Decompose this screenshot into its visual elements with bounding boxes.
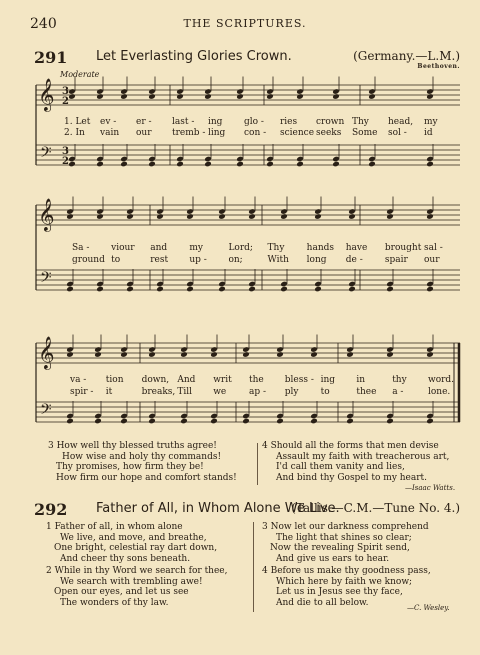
note-head	[218, 286, 226, 293]
note-head	[266, 93, 274, 100]
note-head	[94, 351, 102, 358]
lyric-syllable: ing	[208, 117, 223, 127]
lyric-line	[0, 375, 480, 387]
note-head	[348, 286, 356, 293]
lyric-syllable: writ	[213, 375, 232, 385]
note-head	[236, 161, 244, 168]
lyric-syllable: rest	[150, 255, 169, 265]
lyric-syllable: Thy	[352, 117, 369, 127]
hymn-number: 292	[34, 500, 68, 519]
lyric-syllable: bless -	[284, 375, 314, 385]
lyric-syllable: ap -	[249, 387, 267, 397]
note-head	[276, 418, 284, 425]
lyric-syllable: seeks	[316, 128, 342, 138]
note-head	[156, 213, 164, 220]
note-head	[186, 213, 194, 220]
tempo-marking: Moderate	[60, 70, 100, 79]
note-head	[426, 351, 434, 358]
note-head	[180, 351, 188, 358]
note-head	[296, 161, 304, 168]
lyric-syllable: va -	[70, 375, 87, 385]
note-head	[148, 161, 156, 168]
note-head	[126, 213, 134, 220]
note-head	[348, 213, 356, 220]
stanza-4: 4 Before us make thy goodness pass, Which here by faith we know; Let us in Jesus see thy face, And die to all below.	[262, 566, 431, 608]
lyric-syllable: Thy	[267, 243, 285, 253]
lyric-syllable: my	[189, 243, 203, 253]
lyric-syllable: to	[111, 255, 121, 265]
lyric-syllable: And	[177, 375, 196, 385]
note-head	[332, 161, 340, 168]
note-head	[210, 351, 218, 358]
time-signature: 3	[62, 146, 69, 157]
note-head	[386, 213, 394, 220]
hymn-title: Father of All, in Whom Alone We Live.	[96, 501, 340, 516]
note-head	[68, 93, 76, 100]
lyric-syllable: crown	[316, 117, 345, 127]
note-head	[314, 286, 322, 293]
note-head	[242, 418, 250, 425]
note-head	[266, 161, 274, 168]
note-head	[248, 213, 256, 220]
lyric-syllable: Till	[177, 387, 193, 397]
lyric-syllable: With	[267, 255, 289, 265]
note-head	[148, 418, 156, 425]
lyric-syllable: vain	[100, 128, 120, 138]
note-head	[368, 93, 376, 100]
note-head	[310, 351, 318, 358]
lyric-syllable: 2. In	[64, 128, 85, 138]
lyric-syllable: our	[136, 128, 152, 138]
composer: Beethoven.	[417, 63, 460, 70]
note-head	[186, 286, 194, 293]
lyric-syllable: spir -	[70, 387, 94, 397]
note-head	[94, 418, 102, 425]
author-attribution: —C. Wesley.	[407, 604, 450, 612]
lyric-line	[0, 128, 480, 140]
bass-clef-icon: 𝄢	[40, 144, 52, 165]
lyric-syllable: ries	[280, 117, 298, 127]
note-head	[204, 161, 212, 168]
note-head	[346, 351, 354, 358]
note-head	[204, 93, 212, 100]
lyric-syllable: ground	[72, 255, 105, 265]
lyric-syllable: Some	[352, 128, 378, 138]
lyric-syllable: we	[213, 387, 227, 397]
lyric-syllable: brought	[384, 243, 422, 253]
lyric-syllable: thee	[356, 387, 377, 397]
lyric-syllable: ling	[208, 128, 226, 138]
note-head	[248, 286, 256, 293]
lyric-syllable: ev -	[100, 117, 117, 127]
lyric-syllable: tion	[105, 375, 124, 385]
lyric-syllable: tremb -	[172, 128, 206, 138]
time-signature: 3	[62, 86, 69, 97]
bass-clef-icon: 𝄢	[40, 269, 52, 290]
note-head	[96, 286, 104, 293]
note-head	[346, 418, 354, 425]
lyric-syllable: sal -	[424, 243, 443, 253]
lyric-syllable: my	[424, 117, 438, 127]
lyric-syllable: up -	[189, 255, 207, 265]
note-head	[148, 351, 156, 358]
note-head	[386, 351, 394, 358]
lyric-syllable: ing	[320, 375, 336, 385]
lyric-syllable: science	[280, 128, 315, 138]
lyric-syllable: down,	[141, 375, 170, 385]
lyric-syllable: and	[150, 243, 168, 253]
lyric-syllable: last -	[172, 117, 195, 127]
note-head	[120, 161, 128, 168]
note-head	[332, 93, 340, 100]
note-head	[280, 286, 288, 293]
note-head	[368, 161, 376, 168]
lyric-syllable: Sa -	[72, 243, 90, 253]
lyric-line	[0, 255, 480, 267]
note-head	[426, 161, 434, 168]
note-head	[242, 351, 250, 358]
hymn-292-heading	[30, 500, 460, 520]
lyric-syllable: 1. Let	[64, 117, 91, 127]
note-head	[156, 286, 164, 293]
note-head	[126, 286, 134, 293]
note-head	[386, 286, 394, 293]
note-head	[426, 418, 434, 425]
lyric-syllable: breaks,	[141, 387, 176, 397]
stanza-4: 4 Should all the forms that men devise Assault my faith with treacherous art, I'd call them vanity and lies, And bind thy Gospel to my heart.	[262, 441, 450, 483]
lyric-syllable: Lord;	[228, 243, 253, 253]
lyric-syllable: hands	[306, 243, 334, 253]
lyric-syllable: glo -	[244, 117, 264, 127]
stanza-3: 3 How well thy blessed truths agree! How wise and holy thy commands! Thy promises, how firm they be! How firm our hope and comfort stands!	[48, 441, 237, 483]
lyric-syllable: it	[105, 387, 113, 397]
note-head	[68, 161, 76, 168]
note-head	[96, 213, 104, 220]
lyric-syllable: the	[249, 375, 264, 385]
column-divider	[257, 443, 258, 485]
lyric-syllable: lone.	[428, 387, 451, 397]
note-head	[180, 418, 188, 425]
treble-clef-icon: 𝄞	[38, 78, 55, 111]
hymn-title: Let Everlasting Glories Crown.	[96, 49, 292, 64]
lyric-syllable: head,	[388, 117, 414, 127]
time-signature: 2	[62, 156, 69, 167]
note-head	[66, 418, 74, 425]
note-head	[66, 213, 74, 220]
hymn-number: 291	[34, 48, 68, 67]
treble-clef-icon: 𝄞	[38, 198, 55, 231]
treble-clef-icon: 𝄞	[38, 336, 55, 369]
stanza-2: 2 While in thy Word we search for thee, We search with trembling awe! Open our eyes, and let us see The wonders of thy law.	[46, 566, 228, 608]
lyric-syllable: de -	[345, 255, 363, 265]
lyric-syllable: er -	[136, 117, 152, 127]
note-head	[176, 93, 184, 100]
note-head	[120, 418, 128, 425]
lyric-syllable: a -	[392, 387, 404, 397]
note-head	[120, 93, 128, 100]
note-head	[66, 286, 74, 293]
lyric-syllable: our	[424, 255, 440, 265]
lyric-syllable: viour	[111, 243, 135, 253]
note-head	[426, 286, 434, 293]
hymn-tune: (Tallis.—C.M.—Tune No. 4.)	[291, 501, 460, 515]
lyric-syllable: in	[356, 375, 366, 385]
hymn-tune: (Germany.—L.M.)	[353, 49, 460, 63]
note-head	[148, 93, 156, 100]
lyric-syllable: to	[320, 387, 330, 397]
note-head	[280, 213, 288, 220]
author-attribution: —Isaac Watts.	[405, 484, 456, 492]
note-head	[66, 351, 74, 358]
note-head	[236, 93, 244, 100]
note-head	[218, 213, 226, 220]
lyric-syllable: spair	[384, 255, 408, 265]
time-signature: 2	[62, 96, 69, 107]
stanza-1: 1 Father of all, in whom alone We live, and move, and breathe, One bright, celestial ray dart down, And cheer thy sons beneath.	[46, 522, 218, 564]
note-head	[210, 418, 218, 425]
note-head	[276, 351, 284, 358]
lyric-syllable: have	[345, 243, 368, 253]
page-number: 240	[30, 16, 57, 32]
lyric-line	[0, 387, 480, 399]
bass-clef-icon: 𝄢	[40, 401, 52, 422]
note-head	[120, 351, 128, 358]
note-head	[426, 93, 434, 100]
lyric-syllable: con -	[244, 128, 267, 138]
lyric-syllable: thy	[392, 375, 407, 385]
note-head	[386, 418, 394, 425]
note-head	[314, 213, 322, 220]
note-head	[426, 213, 434, 220]
column-divider	[253, 522, 254, 612]
stanza-3: 3 Now let our darkness comprehend The light that shines so clear; Now the revealing Spirit send, And give us ears to hear.	[262, 522, 429, 564]
lyric-syllable: long	[306, 255, 327, 265]
lyric-syllable: word.	[428, 375, 455, 385]
note-head	[296, 93, 304, 100]
note-head	[96, 161, 104, 168]
lyric-syllable: ply	[284, 387, 299, 397]
lyric-syllable: id	[424, 128, 433, 138]
note-head	[176, 161, 184, 168]
running-title: THE SCRIPTURES.	[183, 17, 307, 30]
note-head	[96, 93, 104, 100]
lyric-syllable: sol -	[388, 128, 407, 138]
note-head	[310, 418, 318, 425]
lyric-syllable: on;	[228, 255, 243, 265]
lyric-line	[0, 243, 480, 255]
